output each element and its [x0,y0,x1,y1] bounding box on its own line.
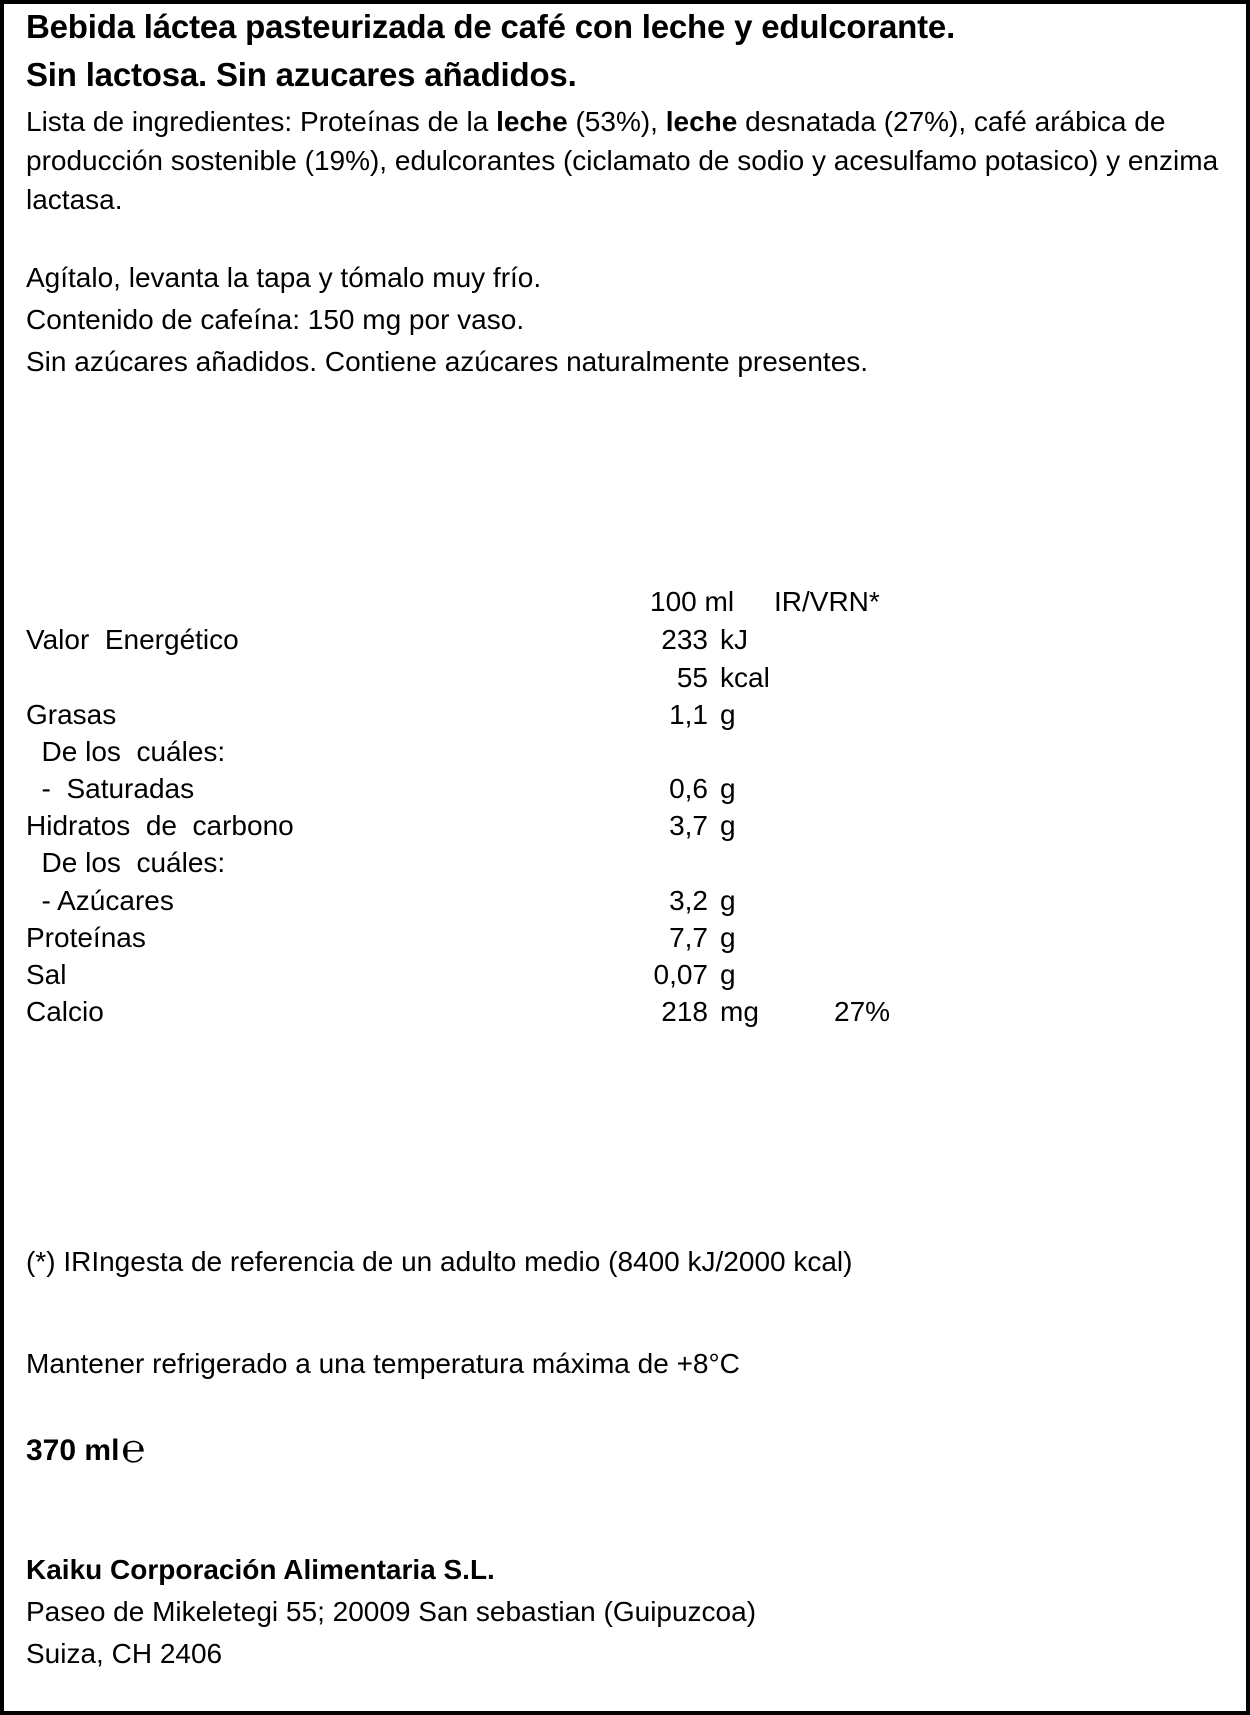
nutrition-row-ir-percent: 27% [834,996,891,1027]
nutrition-row-unit: mg [720,996,759,1027]
nutrition-row-label: De los cuáles: [26,847,226,878]
company-country: Suiza, CH 2406 [26,1638,223,1669]
nutrition-row-value: 7,7 [669,922,708,953]
nutrition-row-unit: g [720,922,736,953]
nutrition-header-ir-vrn: IR/VRN* [774,586,880,617]
nutrition-row-label: Calcio [26,996,104,1027]
nutrition-row-value: 1,1 [669,699,708,730]
nutrition-row-unit: g [720,773,736,804]
nutrition-row-label: - Saturadas [26,773,195,804]
nutrition-row-unit: g [720,810,736,841]
allergen-milk: leche [496,106,568,137]
nutrition-row-label: - Azúcares [26,885,174,916]
company-address: Paseo de Mikeletegi 55; 20009 San sebastian (Guipuzcoa) [26,1596,757,1627]
nutrition-row-value: 3,7 [669,810,708,841]
nutrition-row-unit: kJ [720,624,748,655]
instruction-caffeine: Contenido de cafeína: 150 mg por vaso. [26,304,525,335]
nutrition-row-value: 218 [661,996,708,1027]
nutrition-row-unit: kcal [720,662,770,693]
net-volume [26,1426,146,1472]
nutrition-row-value: 3,2 [669,885,708,916]
nutrition-row-unit: g [720,699,736,730]
allergen-milk: leche [665,106,738,137]
nutrition-row-value: 233 [661,624,708,655]
instruction-sugars: Sin azúcares añadidos. Contiene azúcares naturalmente presentes. [26,346,869,377]
ingredients-part-2: (53%), [567,106,666,137]
reference-intake-footnote: (*) IRIngesta de referencia de un adulto medio (8400 kJ/2000 kcal) [26,1246,853,1277]
ingredients-prefix: Lista de ingredientes: Proteínas de la [26,106,497,137]
nutrition-header-per-100ml: 100 ml [650,586,735,617]
nutrition-row-value: 55 [676,662,708,693]
nutrition-row-value: 0,07 [653,959,708,990]
estimated-sign-icon: ℮ [121,1426,146,1472]
storage-instruction: Mantener refrigerado a una temperatura máxima de +8°C [26,1348,740,1379]
product-title-line-2: Sin lactosa. Sin azucares añadidos. [26,56,577,93]
nutrition-row-label: De los cuáles: [26,736,226,767]
nutrition-row-unit: g [720,885,736,916]
company-name: Kaiku Corporación Alimentaria S.L. [26,1554,495,1585]
ingredients-part-3: desnatada (27%), café arábica de producción sostenible (19%), edulcorantes (ciclamato de sodio y acesulfamo potasico) y enzima lactasa. [26,106,1219,215]
nutrition-row-value: 0,6 [669,773,708,804]
nutrition-row-unit: g [720,959,736,990]
nutrition-row-label: Proteínas [26,922,146,953]
instruction-shake: Agítalo, levanta la tapa y tómalo muy frío. [26,262,542,293]
product-title-line-1: Bebida láctea pasteurizada de café con leche y edulcorante. [26,8,956,45]
nutrition-row-label: Valor Energético [26,624,239,655]
nutrition-row-label: Sal [26,959,67,990]
net-volume-amount: 370 ml [26,1434,120,1467]
nutrition-row-label: Grasas [26,699,117,730]
ingredients-list [26,102,1226,219]
nutrition-row-label: Hidratos de carbono [26,810,294,841]
